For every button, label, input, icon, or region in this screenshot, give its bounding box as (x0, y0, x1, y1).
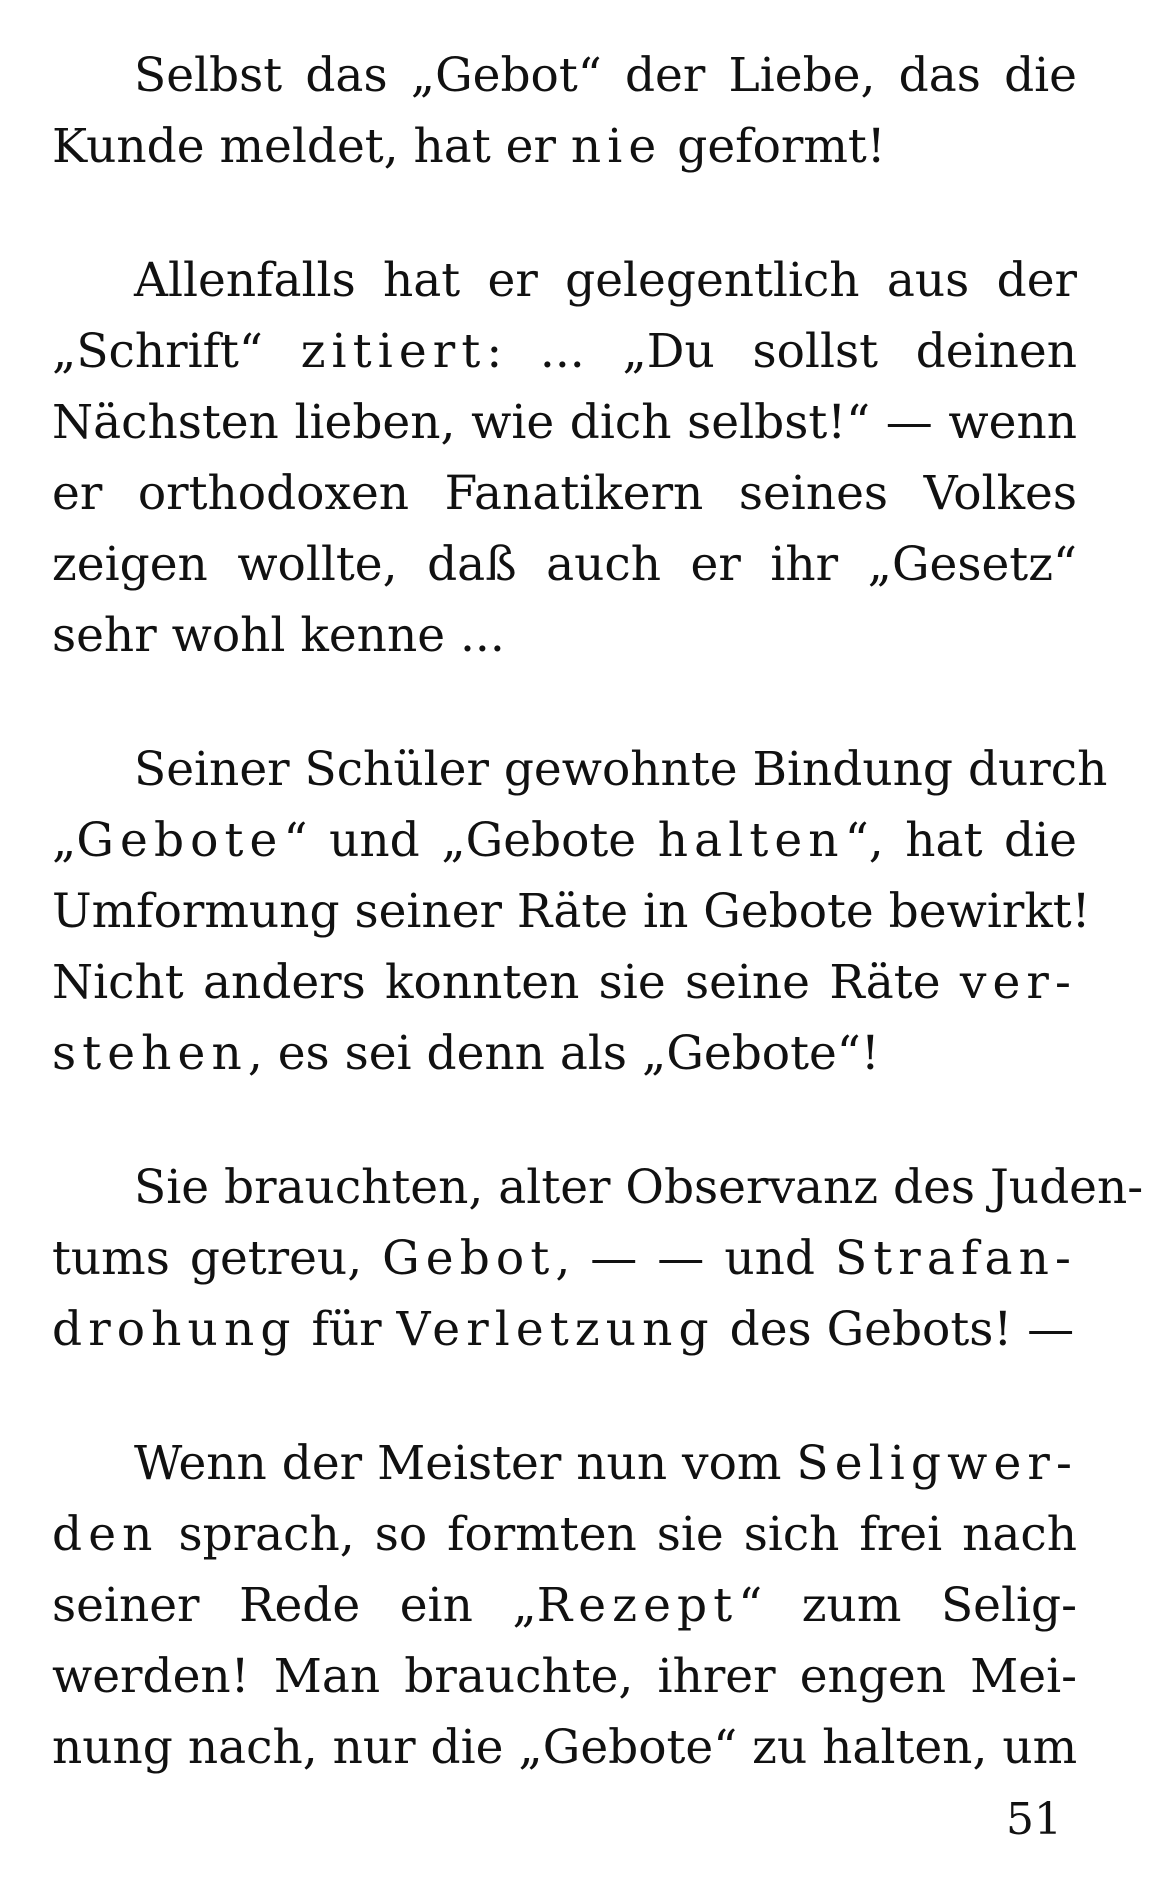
spaced-emphasis: Verletzung (396, 1302, 715, 1357)
text-segment: , es sei denn als „Gebote“! (247, 1026, 880, 1081)
text-segment: “ zum Selig- (738, 1578, 1077, 1633)
text-segment: sehr wohl kenne ... (52, 608, 505, 663)
text-line (52, 600, 1077, 671)
spaced-emphasis: drohung (52, 1302, 297, 1357)
text-line (52, 947, 1077, 1018)
spaced-emphasis: zitiert (300, 324, 487, 379)
text-segment: “ und „Gebote (283, 813, 658, 868)
page-number: 51 (1006, 1794, 1062, 1845)
spaced-emphasis: Strafan- (834, 1231, 1077, 1286)
text-segment: Umformung seiner Räte in Gebote bewirkt! (52, 884, 1091, 939)
text-line (52, 1641, 1077, 1712)
text-segment: zeigen wollte, daß auch er ihr „Gesetz“ (52, 537, 1077, 592)
text-line (52, 805, 1077, 876)
text-segment: geformt! (662, 119, 886, 174)
spaced-emphasis: stehen (52, 1026, 248, 1081)
spaced-emphasis: Rezept (536, 1578, 739, 1633)
spaced-emphasis: den (52, 1507, 159, 1562)
text-body (52, 40, 1144, 1783)
book-page (52, 40, 1144, 1846)
text-segment: “, hat die (844, 813, 1077, 868)
text-line (52, 458, 1077, 529)
text-segment: Kunde meldet, hat er (52, 119, 571, 174)
text-line (52, 387, 1077, 458)
text-segment: Seiner Schüler gewohnte Bindung durch (134, 742, 1108, 797)
text-line (52, 316, 1077, 387)
text-line (52, 1018, 1077, 1089)
text-segment: Nicht anders konnten sie seine Räte (52, 955, 960, 1010)
text-segment: Wenn der Meister nun vom (134, 1436, 797, 1491)
spaced-emphasis: Seligwer- (796, 1436, 1078, 1491)
paragraph (52, 734, 1108, 1089)
text-segment: für (296, 1302, 397, 1357)
text-segment: , — — und (555, 1231, 835, 1286)
text-line (52, 876, 1091, 947)
text-segment: Allenfalls hat er gelegentlich aus der (134, 253, 1077, 308)
spaced-emphasis: ver- (959, 955, 1077, 1010)
text-line (52, 529, 1077, 600)
text-line (52, 245, 1077, 316)
text-segment: Sie brauchten, alter Observanz des Juden- (134, 1160, 1144, 1215)
text-segment: des Gebots! — (714, 1302, 1075, 1357)
text-line (52, 1428, 1077, 1499)
paragraph (52, 40, 1077, 182)
spaced-emphasis: Gebote (76, 813, 284, 868)
text-segment: „ (52, 813, 77, 868)
text-line (52, 1152, 1144, 1223)
text-segment: „Schrift“ (52, 324, 301, 379)
text-line (52, 1499, 1077, 1570)
spaced-emphasis: Gebot (382, 1231, 556, 1286)
text-line (52, 1294, 1077, 1365)
text-segment: er orthodoxen Fanatikern seines Volkes (52, 466, 1077, 521)
text-segment: : ... „Du sollst deinen (486, 324, 1077, 379)
text-line (52, 1223, 1077, 1294)
text-line (52, 1712, 1077, 1783)
text-line (52, 734, 1108, 805)
text-line (52, 111, 1077, 182)
spaced-emphasis: halten (657, 813, 845, 868)
text-segment: werden! Man brauchte, ihrer engen Mei- (52, 1649, 1077, 1704)
text-segment: tums getreu, (52, 1231, 383, 1286)
paragraph (52, 245, 1077, 671)
text-segment: Nächsten lieben, wie dich selbst!“ — wenn (52, 395, 1077, 450)
text-segment: sprach, so formten sie sich frei nach (158, 1507, 1077, 1562)
text-line (52, 1570, 1077, 1641)
text-segment: seiner Rede ein „ (52, 1578, 537, 1633)
paragraph (52, 1428, 1077, 1783)
paragraph (52, 1152, 1144, 1365)
spaced-emphasis: nie (570, 119, 663, 174)
text-line (52, 40, 1077, 111)
text-segment: nung nach, nur die „Gebote“ zu halten, um (52, 1720, 1078, 1775)
text-segment: Selbst das „Gebot“ der Liebe, das die (134, 48, 1077, 103)
